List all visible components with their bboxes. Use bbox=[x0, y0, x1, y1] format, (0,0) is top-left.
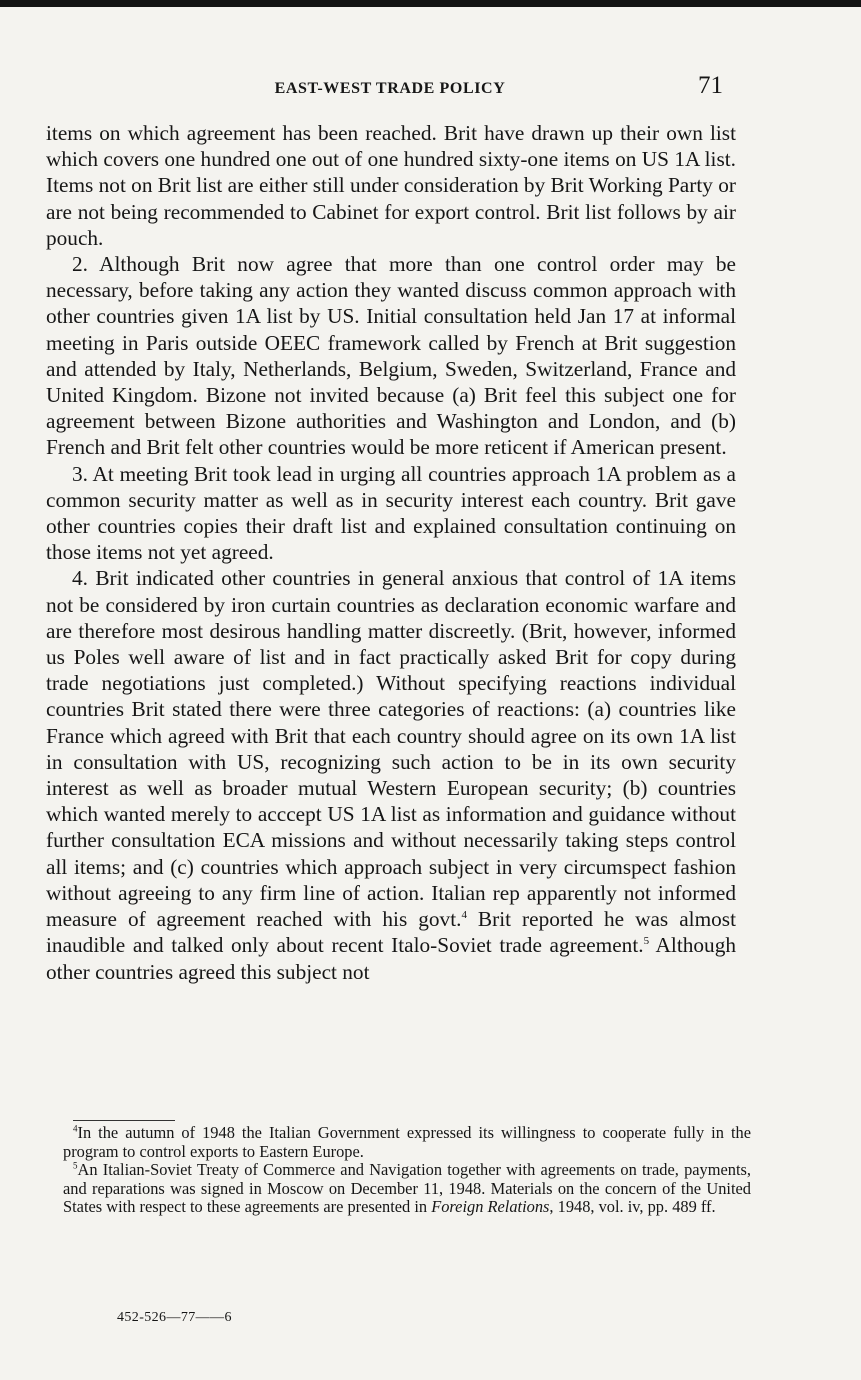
paragraph-1: items on which agreement has been reached. Brit have drawn up their own list which covers one hundred one out of one hundred sixty-one items on US 1A list. Items not on Brit list are either still under consideration by Brit Working Party or are not being recommended to Cabinet for export control. Brit list follows by air pouch. bbox=[46, 121, 736, 250]
footnote-divider bbox=[73, 1120, 175, 1121]
paragraph-3: 3. At meeting Brit took lead in urging all countries approach 1A problem as a common security matter as well as in security interest each country. Brit gave other countries copies their draft list and explained consultation continuing on those items not yet agreed. bbox=[46, 461, 736, 565]
footnote-5-text-b: , 1948, vol. iv, pp. 489 ff. bbox=[549, 1197, 716, 1217]
footnote-5-mark: 5 bbox=[73, 1160, 78, 1171]
paragraph-4-part-a: 4. Brit indicated other countries in general anxious that control of 1A items not be considered by iron curtain countries as declaration economic warfare and are therefore most desirous handling matter discreetly. (Brit, however, informed us Poles well aware of list and in fact practically asked Brit for copy during trade negotiations just completed.) Without specifying reactions individual countries Brit stated there were three categories of reactions: (a) countries like France which agreed with Brit that each country should agree on its own 1A list in consultation with US, recognizing such action to be in its own security interest as well as broader mutual Western European security; (b) countries which wanted merely to acccept US 1A list as information and guidance without further consultation ECA missions and without necessarily taking steps control all items; and (c) countries which approach subject in very circumspect fashion without agreeing to any firm line of action. Italian rep apparently not informed measure of agreement reached with his govt. bbox=[46, 566, 736, 932]
paragraph-4-part-b: Brit reported he was almost inaudible and talked only about recent Italo-Soviet trade agreement. bbox=[46, 907, 736, 958]
body-text bbox=[46, 120, 736, 985]
paragraph-4-part-c: Although other countries agreed this subject not bbox=[46, 933, 736, 984]
print-code: 452-526—77——6 bbox=[117, 1310, 232, 1325]
footnote-4-text: In the autumn of 1948 the Italian Government expressed its willingness to cooperate fully in the program to control exports to Eastern Europe. bbox=[63, 1123, 751, 1161]
footnote-4-mark: 4 bbox=[73, 1123, 78, 1134]
paragraph-2: 2. Although Brit now agree that more than one control order may be necessary, before taking any action they wanted discuss common approach with other countries given 1A list by US. Initial consultation held Jan 17 at informal meeting in Paris outside OEEC framework called by French at Brit suggestion and attended by Italy, Netherlands, Belgium, Sweden, Switzerland, France and United Kingdom. Bizone not invited because (a) Brit feel this subject one for agreement between Bizone authorities and Washington and London, and (b) French and Brit felt other countries would be more reticent if American present. bbox=[46, 252, 736, 460]
footnote-ref-4[interactable]: 4 bbox=[461, 909, 467, 921]
footnote-5-italic-title: Foreign Relations bbox=[431, 1197, 550, 1217]
top-border-rule bbox=[0, 0, 861, 7]
footnote-5 bbox=[63, 1161, 751, 1217]
footnote-ref-5[interactable]: 5 bbox=[643, 935, 650, 948]
footnote-4 bbox=[63, 1124, 751, 1161]
paragraph-4 bbox=[46, 565, 736, 984]
footnote-5-text-a: An Italian-Soviet Treaty of Commerce and Navigation together with agreements on trade, payments, and reparations was signed in Moscow on December 11, 1948. Materials on the concern of the United States with respect to these agreements are presented in bbox=[63, 1160, 751, 1217]
page-number: 71 bbox=[698, 72, 723, 99]
running-head: EAST-WEST TRADE POLICY bbox=[274, 80, 506, 97]
footnotes bbox=[63, 1124, 751, 1217]
